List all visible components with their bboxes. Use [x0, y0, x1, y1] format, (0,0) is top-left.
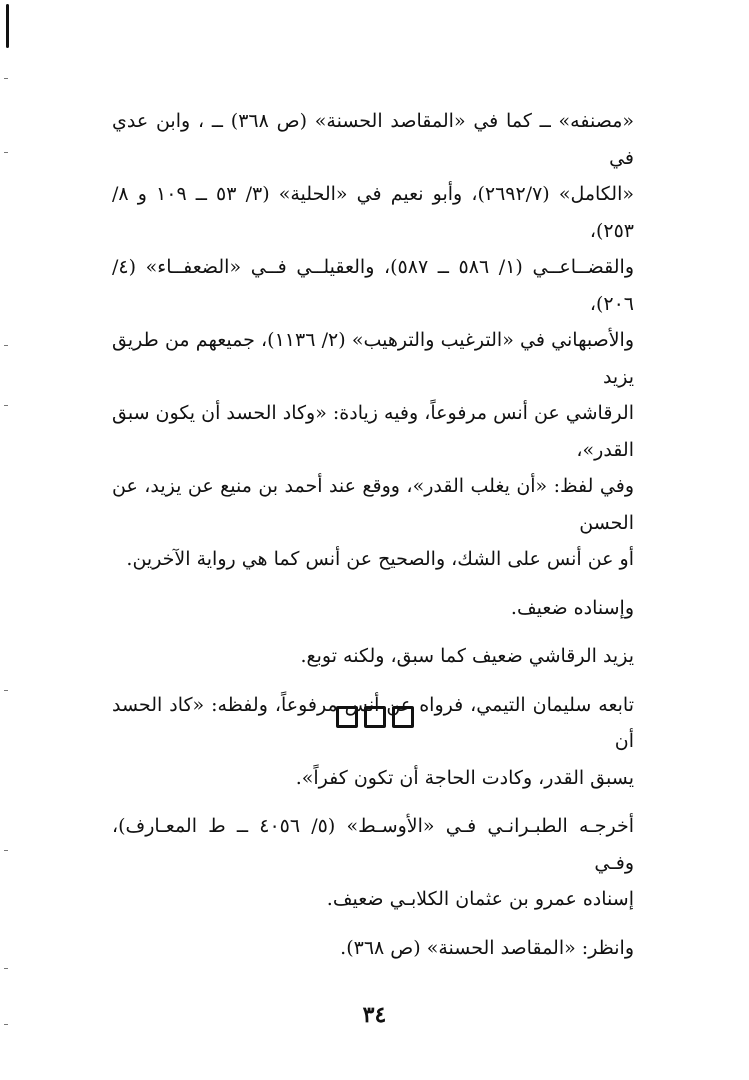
scan-edge-tick [4, 850, 8, 851]
square-ornament-icon [336, 706, 358, 728]
scan-edge-tick [4, 690, 8, 691]
text-line: «مصنفه» ــ كما في «المقاصد الحسنة» (ص ٣٦٨) ــ ، وابن عدي في [112, 110, 634, 169]
text-line: وفي لفظ: «أن يغلب القدر»، ووقع عند أحمد بن منيع عن يزيد، عن الحسن [112, 475, 634, 534]
text-line: يسبق القدر، وكادت الحاجة أن تكون كفراً». [295, 766, 634, 789]
scan-edge-tick [4, 345, 8, 346]
text-line: «الكامل» (٢٦٩٢/٧)، وأبو نعيم في «الحلية» (٣/ ٥٣ ــ ١٠٩ و ٨/ ٢٥٣)، [112, 183, 634, 242]
text-line: يزيد الرقاشي ضعيف كما سبق، ولكنه توبع. [300, 645, 634, 667]
square-ornament-icon [392, 706, 414, 728]
section-divider-ornament [0, 706, 749, 728]
text-line: أخرجـه الطبـرانـي فـي «الأوسـط» (٥/ ٤٠٥٦ ــ ط المعـارف)، وفـي [112, 815, 634, 874]
paragraph-tabarani [112, 808, 634, 918]
paragraph-isnad-grade [112, 590, 634, 627]
text-line: وإسناده ضعيف. [510, 596, 634, 619]
text-line: إسناده عمرو بن عثمان الكلابـي ضعيف. [326, 888, 634, 910]
paragraph-reference [112, 930, 634, 967]
text-line: تابعه سليمان التيمي، فرواه عن أنس مرفوعاً، ولفظه: «كاد الحسد أن [112, 693, 634, 752]
text-line: والقضــاعــي (١/ ٥٨٦ ــ ٥٨٧)، والعقيلــي فــي «الضعفــاء» (٤/ ٢٠٦)، [112, 256, 635, 315]
text-line: والأصبهاني في «الترغيب والترهيب» (٢/ ١١٣٦)، جميعهم من طريق يزيد [112, 329, 634, 388]
scan-edge-tick [4, 78, 8, 79]
body-text [112, 103, 634, 966]
paragraph-takhrij [112, 103, 634, 578]
scan-corner-mark [6, 4, 9, 48]
paragraph-narrator-note [112, 638, 634, 675]
page-number: ٣٤ [362, 1002, 387, 1028]
text-line: الرقاشي عن أنس مرفوعاً، وفيه زيادة: «وكاد الحسد أن يكون سبق القدر»، [112, 402, 634, 461]
scan-edge-tick [4, 968, 8, 969]
text-line: وانظر: «المقاصد الحسنة» (ص ٣٦٨). [340, 936, 634, 959]
text-line: أو عن أنس على الشك، والصحيح عن أنس كما هي رواية الآخرين. [126, 548, 634, 570]
paragraph-corroboration [112, 687, 634, 797]
scan-edge-tick [4, 405, 8, 406]
square-ornament-icon [364, 706, 386, 728]
scan-edge-tick [4, 152, 8, 153]
